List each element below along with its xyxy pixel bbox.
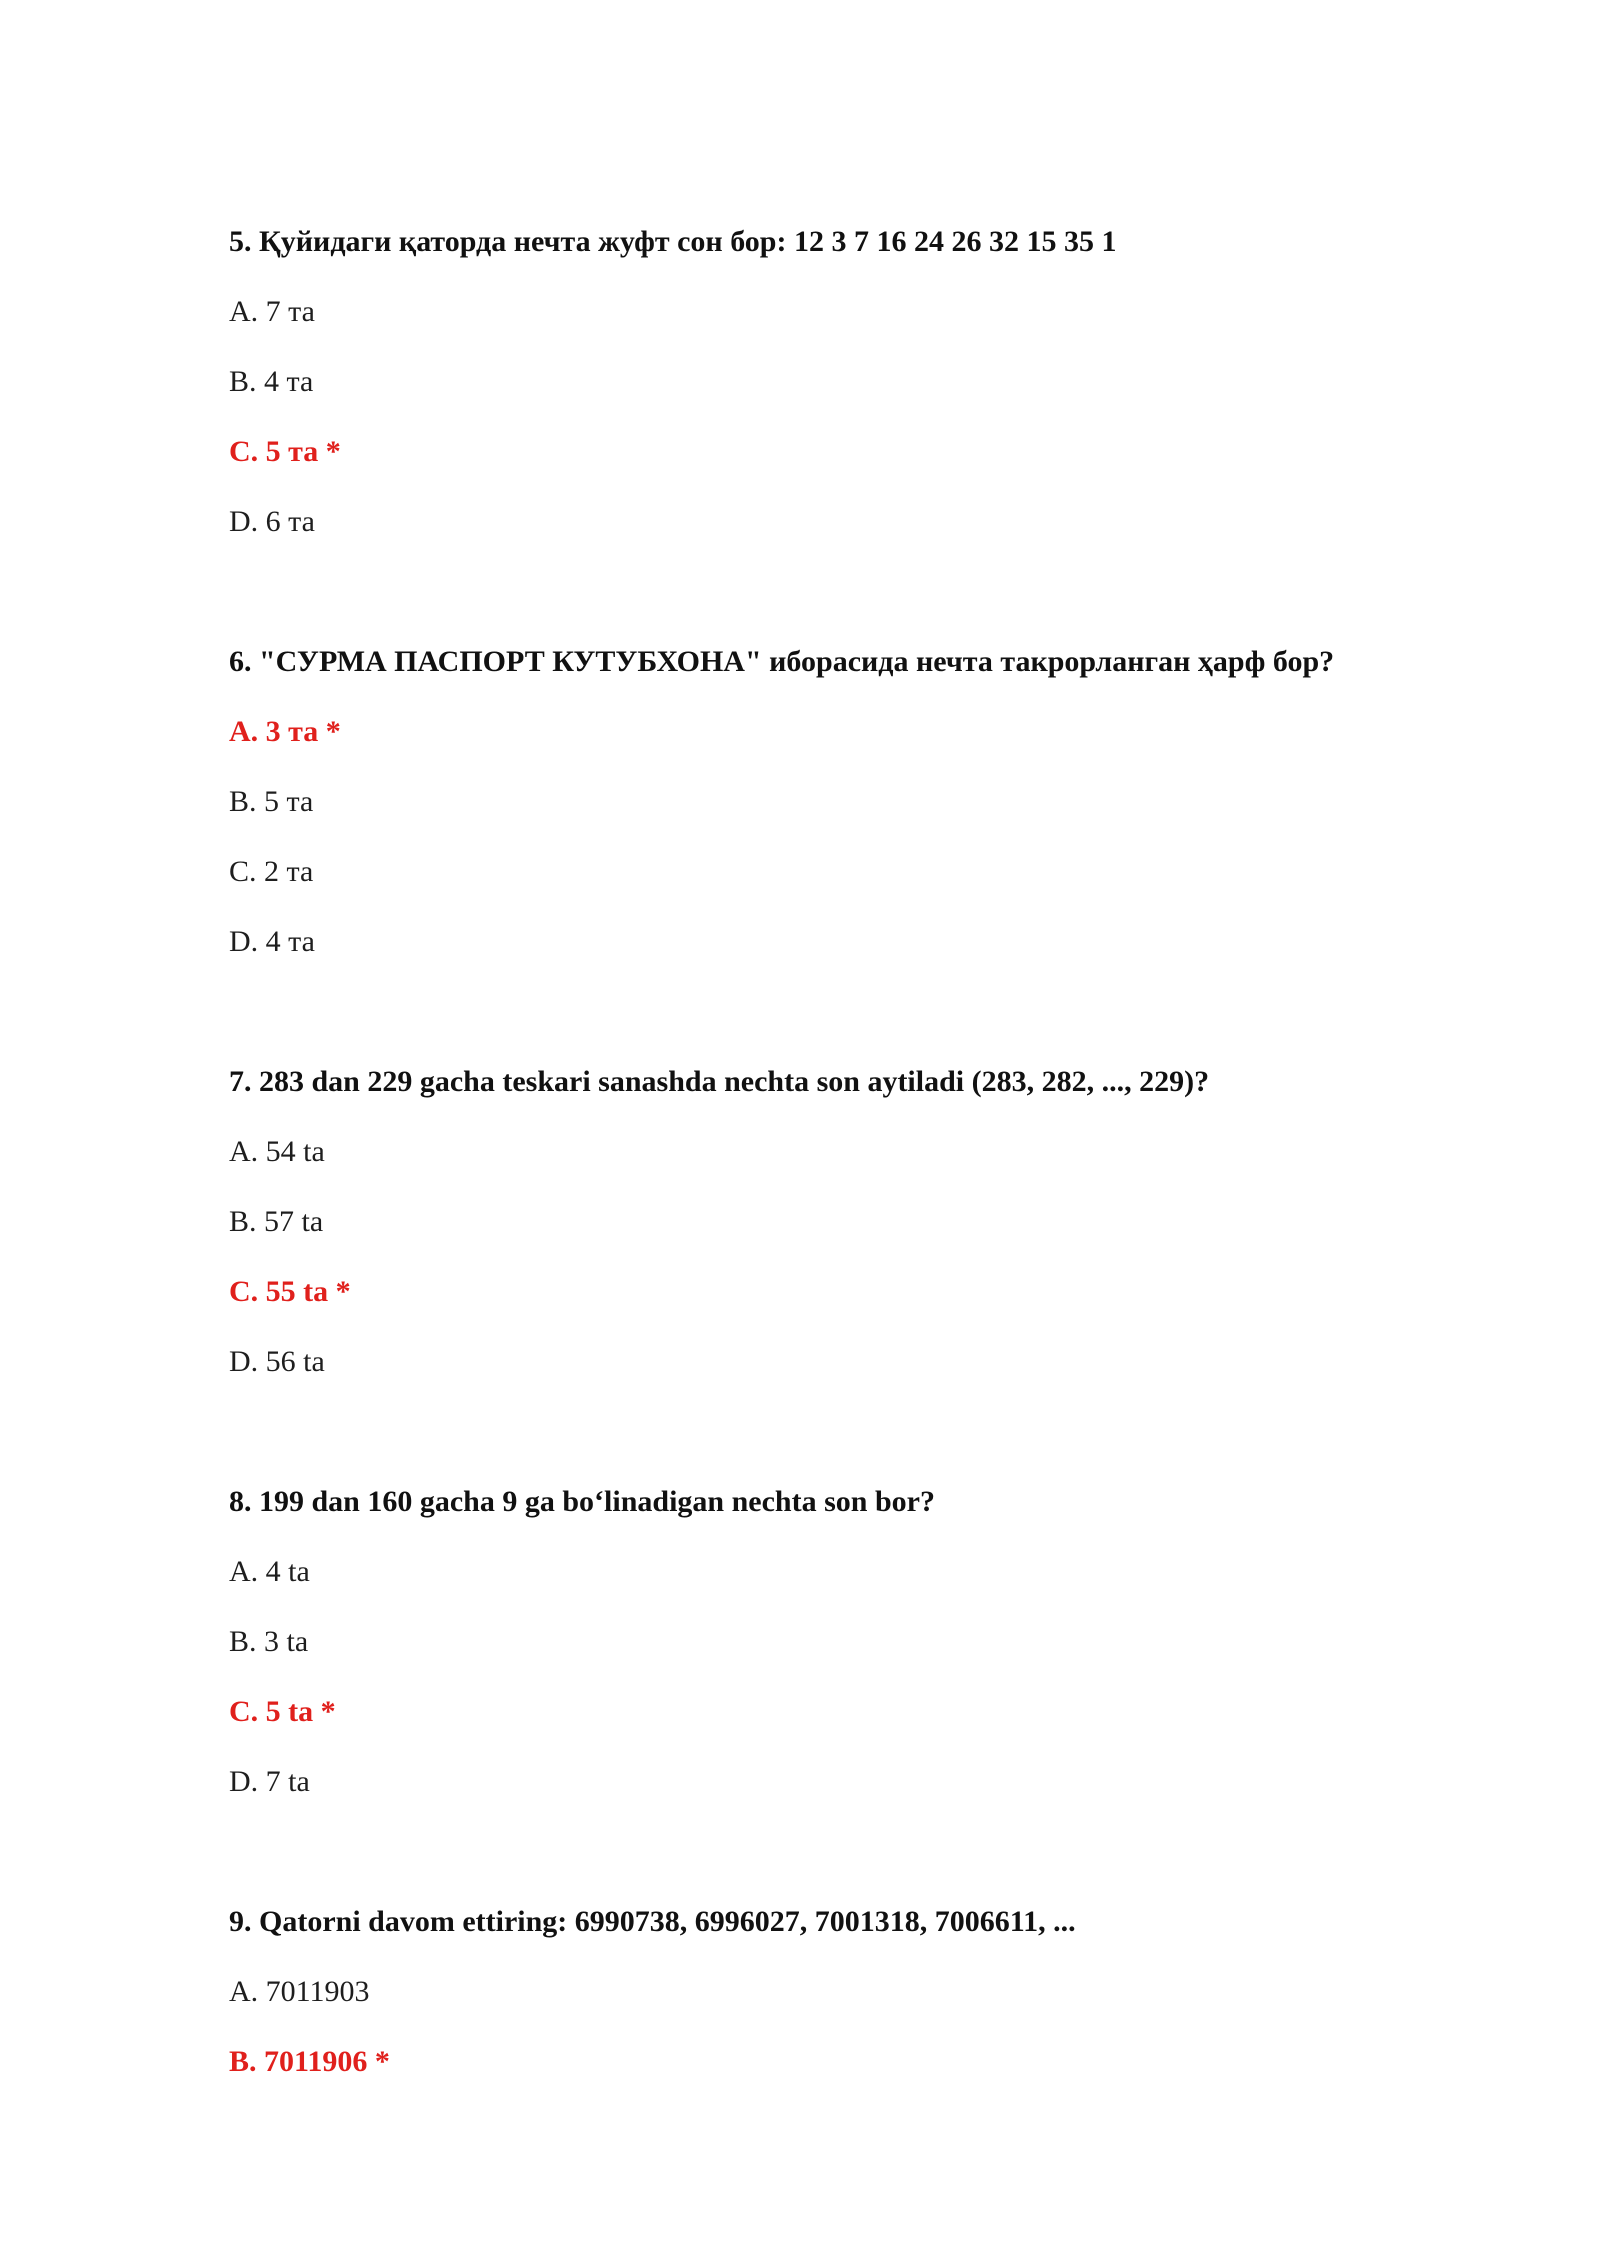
question-6-option-b: B. 5 та (229, 785, 314, 818)
question-8-option-c-correct: C. 5 ta * (229, 1695, 336, 1728)
question-6-option-a-correct: A. 3 та * (229, 715, 341, 748)
question-6-option-c: C. 2 та (229, 855, 314, 888)
question-5-option-c-correct: C. 5 та * (229, 435, 341, 468)
question-9-option-b-correct: B. 7011906 * (229, 2045, 390, 2078)
question-6-text: 6. "СУРМА ПАСПОРТ КУТУБХОНА" иборасида нечта такрорланган ҳарф бор? (229, 645, 1335, 678)
question-8-option-b: B. 3 ta (229, 1625, 309, 1658)
question-5-option-d: D. 6 та (229, 505, 315, 538)
question-7-option-b: B. 57 ta (229, 1205, 324, 1238)
question-7-text: 7. 283 dan 229 gacha teskari sanashda nechta son aytiladi (283, 282, ..., 229)? (229, 1065, 1210, 1098)
question-9-option-a: A. 7011903 (229, 1975, 370, 2008)
question-7-option-a: A. 54 ta (229, 1135, 325, 1168)
question-8-text: 8. 199 dan 160 gacha 9 ga bo‘linadigan nechta son bor? (229, 1485, 935, 1518)
question-6-option-d: D. 4 та (229, 925, 315, 958)
question-9-text: 9. Qatorni davom ettiring: 6990738, 6996027, 7001318, 7006611, ... (229, 1905, 1076, 1938)
question-8-option-a: A. 4 ta (229, 1555, 310, 1588)
question-8-option-d: D. 7 ta (229, 1765, 310, 1798)
question-7-option-d: D. 56 ta (229, 1345, 325, 1378)
question-5-option-b: B. 4 та (229, 365, 314, 398)
question-7-option-c-correct: C. 55 ta * (229, 1275, 351, 1308)
question-5-option-a: A. 7 та (229, 295, 315, 328)
question-5-text: 5. Қуйидаги қаторда нечта жуфт сон бор: 12 3 7 16 24 26 32 15 35 1 (229, 225, 1117, 258)
